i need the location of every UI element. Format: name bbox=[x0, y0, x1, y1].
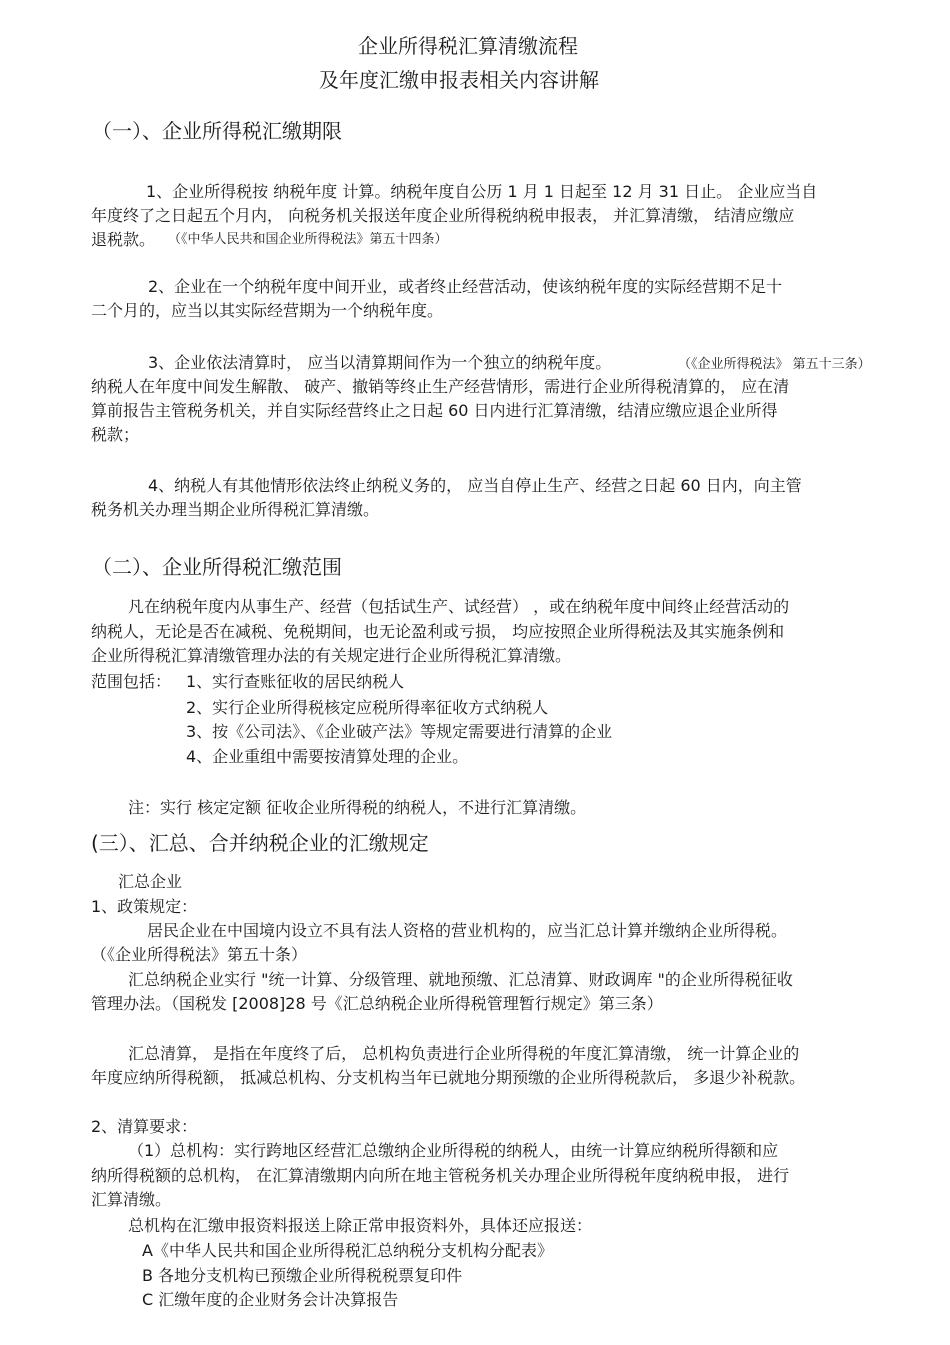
scope-item-1: 1、实行查账征收的居民纳税人 bbox=[186, 672, 405, 691]
s1-p1-line2: 年度终了之日起五个月内， 向税务机关报送年度企业所得税纳税申报表， 并汇算清缴， 结清应缴应 bbox=[91, 206, 795, 225]
s3-summary-line1: 汇总清算， 是指在年度终了后， 总机构负责进行企业所得税的年度汇算清缴， 统一计算企业的 bbox=[128, 1044, 800, 1063]
s2-p1-line2: 纳税人，无论是否在减税、免税期间，也无论盈利或亏损， 均应按照企业所得税法及其实施条例和 bbox=[91, 622, 785, 641]
scope-item-3: 3、按《公司法》、《企业破产法》等规定需要进行清算的企业 bbox=[186, 722, 613, 741]
doc-title-line2: 及年度汇缴申报表相关内容讲解 bbox=[319, 68, 599, 92]
s1-p3-reference: （《企业所得税法》 第五十三条） bbox=[678, 357, 871, 372]
s3-policy-line2: （《企业所得税法》第五十条） bbox=[91, 945, 308, 964]
section2-heading: （二）、企业所得税汇缴范围 bbox=[92, 555, 342, 579]
policy-label: 1、政策规定： bbox=[91, 897, 198, 916]
report-item-c: C 汇缴年度的企业财务会计决算报告 bbox=[142, 1290, 399, 1309]
s3-policy-line4: 管理办法。（国税发 [2008]28 号《汇总纳税企业所得税管理暂行规定》第三条） bbox=[91, 994, 663, 1013]
scope-item-4: 4、企业重组中需要按清算处理的企业。 bbox=[186, 747, 469, 766]
s1-p3-line3: 算前报告主管税务机关，并自实际经营终止之日起 60 日内进行汇算清缴，结清应缴应退企业所得 bbox=[91, 401, 778, 420]
section1-heading: （一）、企业所得税汇缴期限 bbox=[92, 119, 342, 143]
s3-policy-line1: 居民企业在中国境内设立不具有法人资格的营业机构的，应当汇总计算并缴纳企业所得税。 bbox=[147, 921, 788, 940]
s2-note: 注：实行 核定定额 征收企业所得税的纳税人，不进行汇算清缴。 bbox=[128, 798, 587, 817]
s3-summary-line2: 年度应纳所得税额， 抵减总机构、分支机构当年已就地分期预缴的企业所得税款后， 多退少补税款。 bbox=[91, 1068, 806, 1087]
requirement-label: 2、清算要求： bbox=[91, 1117, 198, 1136]
s1-p3-line2: 纳税人在年度中间发生解散、 破产、撤销等终止生产经营情形，需进行企业所得税清算的， 应在清 bbox=[91, 377, 790, 396]
s1-p1-reference: （《中华人民共和国企业所得税法》第五十四条） bbox=[168, 232, 448, 247]
s1-p4-line1: 4、纳税人有其他情形依法终止纳税义务的， 应当自停止生产、经营之日起 60 日内，向主管 bbox=[148, 476, 802, 495]
s1-p2-line2: 二个月的，应当以其实际经营期为一个纳税年度。 bbox=[91, 301, 444, 320]
report-item-a: A《中华人民共和国企业所得税汇总纳税分支机构分配表》 bbox=[142, 1241, 553, 1260]
s1-p3-line1: 3、企业依法清算时， 应当以清算期间作为一个独立的纳税年度。 bbox=[148, 353, 612, 372]
s1-p1-line3: 退税款。 bbox=[91, 230, 156, 249]
s1-p4-line2: 税务机关办理当期企业所得税汇算清缴。 bbox=[91, 500, 380, 519]
doc-title-line1: 企业所得税汇算清缴流程 bbox=[358, 34, 578, 58]
s3-policy-line3: 汇总纳税企业实行 "统一计算、分级管理、就地预缴、汇总清算、财政调库 "的企业所得税征收 bbox=[128, 970, 793, 989]
s1-p2-line1: 2、企业在一个纳税年度中间开业，或者终止经营活动，使该纳税年度的实际经营期不足十 bbox=[148, 277, 783, 296]
scope-item-2: 2、实行企业所得税核定应税所得率征收方式纳税人 bbox=[186, 698, 549, 717]
section3-heading: (三）、汇总、合并纳税企业的汇缴规定 bbox=[91, 831, 429, 855]
s2-p1-line1: 凡在纳税年度内从事生产、经营（包括试生产、试经营） ，或在纳税年度中间终止经营活动的 bbox=[128, 597, 790, 616]
s1-p1-line1: 1、企业所得税按 纳税年度 计算。纳税年度自公历 1 月 1 日起至 12 月 31 日止。 企业应当自 bbox=[146, 182, 818, 201]
s2-p1-line3: 企业所得税汇算清缴管理办法的有关规定进行企业所得税汇算清缴。 bbox=[91, 646, 572, 665]
report-item-b: B 各地分支机构已预缴企业所得税税票复印件 bbox=[142, 1266, 463, 1285]
s3-req-line3: 汇算清缴。 bbox=[91, 1190, 172, 1209]
s3-req-line1: （1）总机构：实行跨地区经营汇总缴纳企业所得税的纳税人，由统一计算应纳税所得额和应 bbox=[128, 1141, 779, 1160]
s3-subheading: 汇总企业 bbox=[118, 872, 183, 891]
s3-req-line4: 总机构在汇缴申报资料报送上除正常申报资料外，具体还应报送： bbox=[128, 1216, 593, 1235]
s1-p3-line4: 税款； bbox=[91, 425, 140, 444]
s3-req-line2: 纳所得税额的总机构， 在汇算清缴期内向所在地主管税务机关办理企业所得税年度纳税申报， 进行 bbox=[91, 1166, 790, 1185]
scope-label: 范围包括： bbox=[91, 672, 172, 691]
